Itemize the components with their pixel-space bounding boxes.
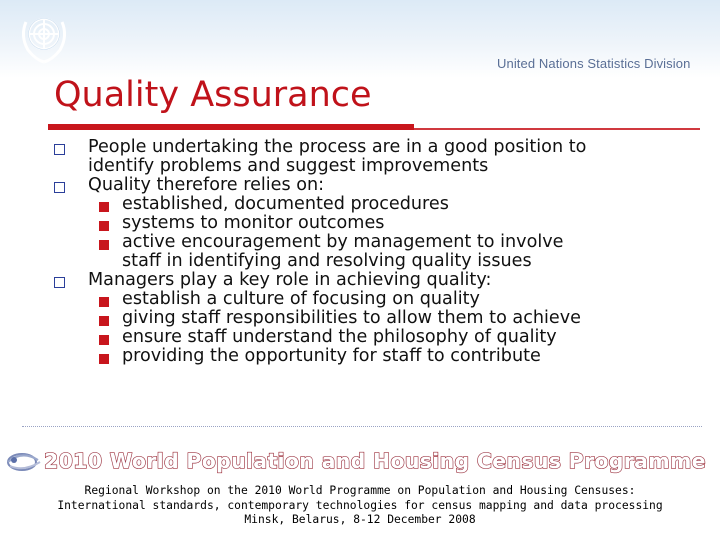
bullet-text: ensure staff understand the philosophy of quality xyxy=(122,327,557,347)
bullet-text: active encouragement by management to involve xyxy=(122,232,564,252)
bullet-list xyxy=(52,138,712,366)
footer-line-2: International standards, contemporary technologies for census mapping and data processing xyxy=(57,498,663,512)
checkbox-bullet-icon xyxy=(54,277,65,288)
footer-line-1: Regional Workshop on the 2010 World Programme on Population and Housing Censuses: xyxy=(84,484,636,497)
sub-bullet-item xyxy=(52,328,712,347)
bullet-text: established, documented procedures xyxy=(122,194,449,214)
bullet-item xyxy=(52,176,712,195)
footer xyxy=(0,484,720,528)
bullet-text: providing the opportunity for staff to contribute xyxy=(122,346,541,366)
sub-bullet-item xyxy=(52,309,712,328)
square-bullet-icon xyxy=(99,316,109,326)
square-bullet-icon xyxy=(99,297,109,307)
title-underline-line xyxy=(414,128,700,130)
organization-name: United Nations Statistics Division xyxy=(497,56,691,71)
sub-bullet-item xyxy=(52,233,712,271)
sub-bullet-item xyxy=(52,195,712,214)
bullet-text: identify problems and suggest improvements xyxy=(88,156,489,176)
sub-bullet-item xyxy=(52,214,712,233)
census-programme-banner xyxy=(4,448,706,476)
square-bullet-icon xyxy=(99,221,109,231)
bullet-item xyxy=(52,138,712,176)
globe-swirl-icon xyxy=(4,448,44,476)
square-bullet-icon xyxy=(99,354,109,364)
bullet-text: systems to monitor outcomes xyxy=(122,213,385,233)
footer-line-3: Minsk, Belarus, 8-12 December 2008 xyxy=(244,513,476,526)
bullet-text: People undertaking the process are in a good position to xyxy=(88,137,587,157)
square-bullet-icon xyxy=(99,240,109,250)
divider xyxy=(22,426,702,427)
title-underline-bar xyxy=(48,124,414,130)
bullet-text: giving staff responsibilities to allow them to achieve xyxy=(122,308,581,328)
bullet-text: staff in identifying and resolving quality issues xyxy=(122,251,532,271)
checkbox-bullet-icon xyxy=(54,144,65,155)
checkbox-bullet-icon xyxy=(54,182,65,193)
banner-title: 2010 World Population and Housing Census Programme xyxy=(44,449,706,473)
sub-bullet-item xyxy=(52,290,712,309)
bullet-text: Quality therefore relies on: xyxy=(88,175,325,195)
bullet-text: establish a culture of focusing on quality xyxy=(122,289,480,309)
slide-title: Quality Assurance xyxy=(54,75,372,115)
un-emblem-icon xyxy=(16,8,72,68)
bullet-item xyxy=(52,271,712,290)
bullet-text: Managers play a key role in achieving quality: xyxy=(88,270,492,290)
square-bullet-icon xyxy=(99,335,109,345)
sub-bullet-item xyxy=(52,347,712,366)
square-bullet-icon xyxy=(99,202,109,212)
